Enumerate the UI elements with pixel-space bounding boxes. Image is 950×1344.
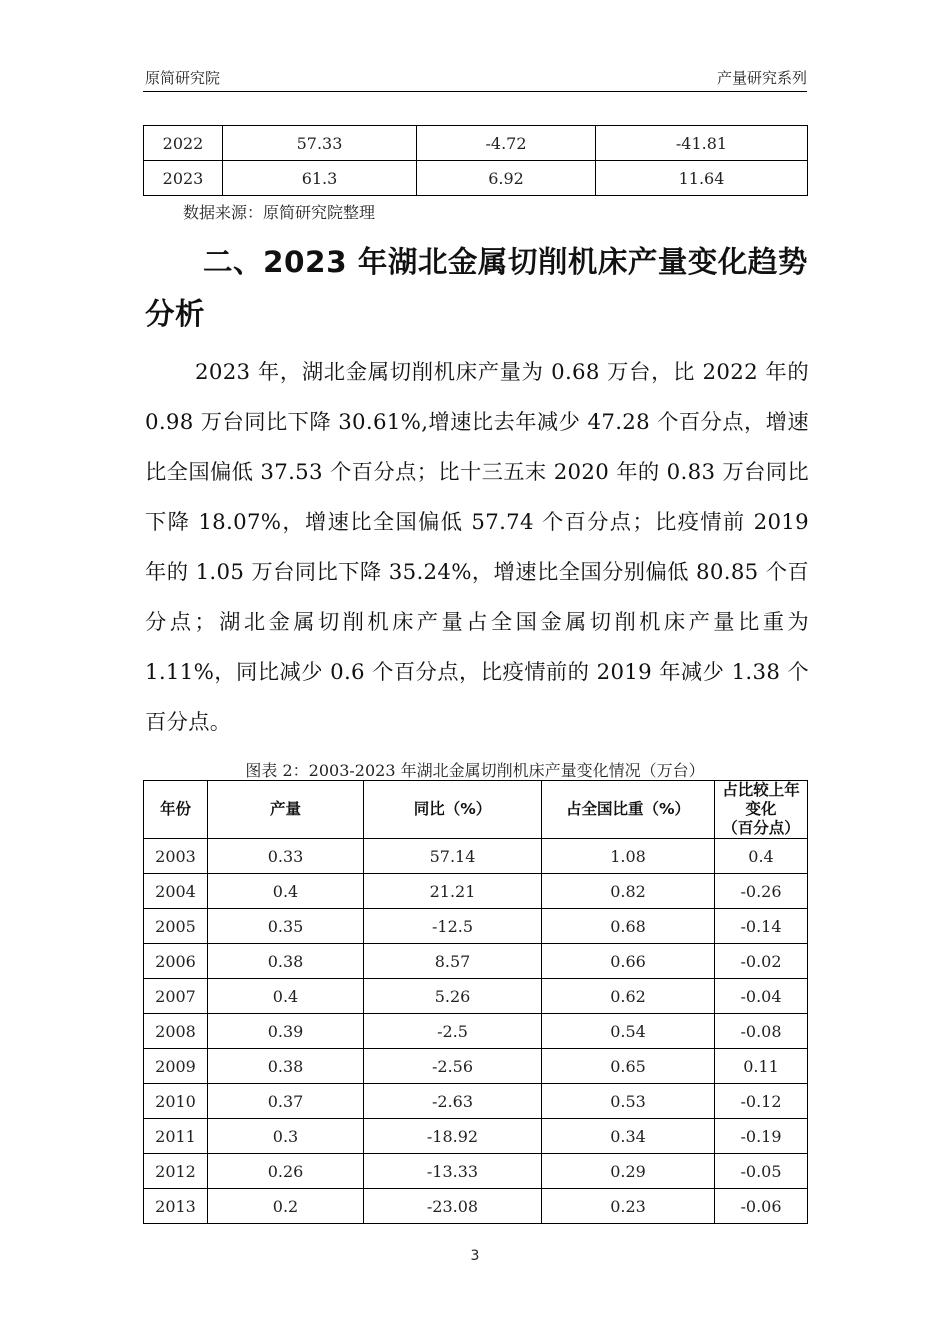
- table-cell: 0.33: [208, 839, 364, 874]
- header-rule: [143, 91, 807, 92]
- table-cell: 0.53: [542, 1084, 715, 1119]
- table-row: [144, 1189, 808, 1224]
- table-row: [144, 1084, 808, 1119]
- col-header-share-change-line2: （百分点）: [722, 819, 800, 837]
- page-number: 3: [470, 1248, 480, 1264]
- table-cell: -2.5: [364, 1014, 542, 1049]
- table-cell: -0.08: [715, 1014, 808, 1049]
- table-cell: -0.12: [715, 1084, 808, 1119]
- table-row: [144, 161, 808, 196]
- table-cell: 2011: [144, 1119, 208, 1154]
- table-cell: 0.39: [208, 1014, 364, 1049]
- table-cell: 0.66: [542, 944, 715, 979]
- table-cell: 2006: [144, 944, 208, 979]
- continued-table: [143, 125, 808, 196]
- header-right-title: 产量研究系列: [716, 69, 807, 87]
- col-header-year: 年份: [144, 781, 208, 839]
- table-cell: 0.2: [208, 1189, 364, 1224]
- table-cell: 0.65: [542, 1049, 715, 1084]
- table-cell: -0.14: [715, 909, 808, 944]
- table-cell: 61.3: [223, 161, 417, 196]
- table-cell: 2012: [144, 1154, 208, 1189]
- body-paragraph: 2023 年，湖北金属切削机床产量为 0.68 万台，比 2022 年的 0.98 万台同比下降 30.61%,增速比去年减少 47.28 个百分点，增速比全国偏低 37.53 个百分点；比十三五末 2020 年的 0.83 万台同比下降 18.07%，增速比全国偏低 57.74 个百分点；比疫情前 2019 年的 1.05 万台同比下降 35.24%，增速比全国分别偏低 80.85 个百分点；湖北金属切削机床产量占全国金属切削机床产量比重为 1.11%，同比减少 0.6 个百分点，比疫情前的 2019 年减少 1.38 个百分点。: [145, 360, 809, 735]
- table-caption: 图表 2：2003-2023 年湖北金属切削机床产量变化情况（万台）: [245, 761, 705, 780]
- col-header-share: 占全国比重（%）: [542, 781, 715, 839]
- table-cell: 0.23: [542, 1189, 715, 1224]
- table-cell: 2003: [144, 839, 208, 874]
- table-cell: 0.3: [208, 1119, 364, 1154]
- table-cell: 0.82: [542, 874, 715, 909]
- table-cell: -18.92: [364, 1119, 542, 1154]
- table-cell: 11.64: [596, 161, 808, 196]
- table-cell: 0.54: [542, 1014, 715, 1049]
- table-cell: 0.26: [208, 1154, 364, 1189]
- table-row: [144, 126, 808, 161]
- table-cell: -23.08: [364, 1189, 542, 1224]
- table-cell: -41.81: [596, 126, 808, 161]
- table-cell: -0.19: [715, 1119, 808, 1154]
- section-title: 二、2023 年湖北金属切削机床产量变化趋势分析: [145, 245, 808, 331]
- table-row: [144, 1119, 808, 1154]
- col-header-share-change: [715, 781, 808, 839]
- header-left-title: 原简研究院: [145, 69, 221, 87]
- table-cell: 57.14: [364, 839, 542, 874]
- table-cell: 2004: [144, 874, 208, 909]
- table-row: [144, 909, 808, 944]
- table-row: [144, 874, 808, 909]
- table-cell: -13.33: [364, 1154, 542, 1189]
- table-cell: 57.33: [223, 126, 417, 161]
- table-cell: -0.02: [715, 944, 808, 979]
- table-cell: 8.57: [364, 944, 542, 979]
- col-header-share-change-line1: 占比较上年变化: [722, 781, 800, 818]
- table-cell: -4.72: [417, 126, 596, 161]
- table-cell: 2007: [144, 979, 208, 1014]
- table-cell: 0.38: [208, 1049, 364, 1084]
- table-cell: -2.63: [364, 1084, 542, 1119]
- table-cell: -0.06: [715, 1189, 808, 1224]
- table-cell: 0.29: [542, 1154, 715, 1189]
- col-header-output: 产量: [208, 781, 364, 839]
- table-cell: 1.08: [542, 839, 715, 874]
- source-note: 数据来源：原简研究院整理: [183, 203, 376, 222]
- table-row: [144, 1049, 808, 1084]
- table-cell: 5.26: [364, 979, 542, 1014]
- table-cell: 0.4: [208, 874, 364, 909]
- table-row: [144, 839, 808, 874]
- table-cell: 0.62: [542, 979, 715, 1014]
- table-cell: 2008: [144, 1014, 208, 1049]
- table-cell: 2013: [144, 1189, 208, 1224]
- table-cell: 2005: [144, 909, 208, 944]
- table-cell: 2023: [144, 161, 223, 196]
- table-cell: -0.05: [715, 1154, 808, 1189]
- table-cell: 2022: [144, 126, 223, 161]
- table-cell: 0.68: [542, 909, 715, 944]
- production-table: [143, 780, 808, 1224]
- table-cell: 2010: [144, 1084, 208, 1119]
- table-cell: -0.26: [715, 874, 808, 909]
- table-cell: -12.5: [364, 909, 542, 944]
- table-cell: 0.4: [208, 979, 364, 1014]
- table-cell: 0.35: [208, 909, 364, 944]
- table-cell: 0.4: [715, 839, 808, 874]
- table-header-row: [144, 781, 808, 839]
- col-header-yoy: 同比（%）: [364, 781, 542, 839]
- table-row: [144, 1014, 808, 1049]
- table-cell: 0.37: [208, 1084, 364, 1119]
- table-cell: 0.34: [542, 1119, 715, 1154]
- table-cell: -0.04: [715, 979, 808, 1014]
- table-row: [144, 1154, 808, 1189]
- table-row: [144, 979, 808, 1014]
- table-cell: 0.38: [208, 944, 364, 979]
- table-cell: 0.11: [715, 1049, 808, 1084]
- table-cell: 6.92: [417, 161, 596, 196]
- table-cell: -2.56: [364, 1049, 542, 1084]
- table-cell: 21.21: [364, 874, 542, 909]
- table-row: [144, 944, 808, 979]
- table-cell: 2009: [144, 1049, 208, 1084]
